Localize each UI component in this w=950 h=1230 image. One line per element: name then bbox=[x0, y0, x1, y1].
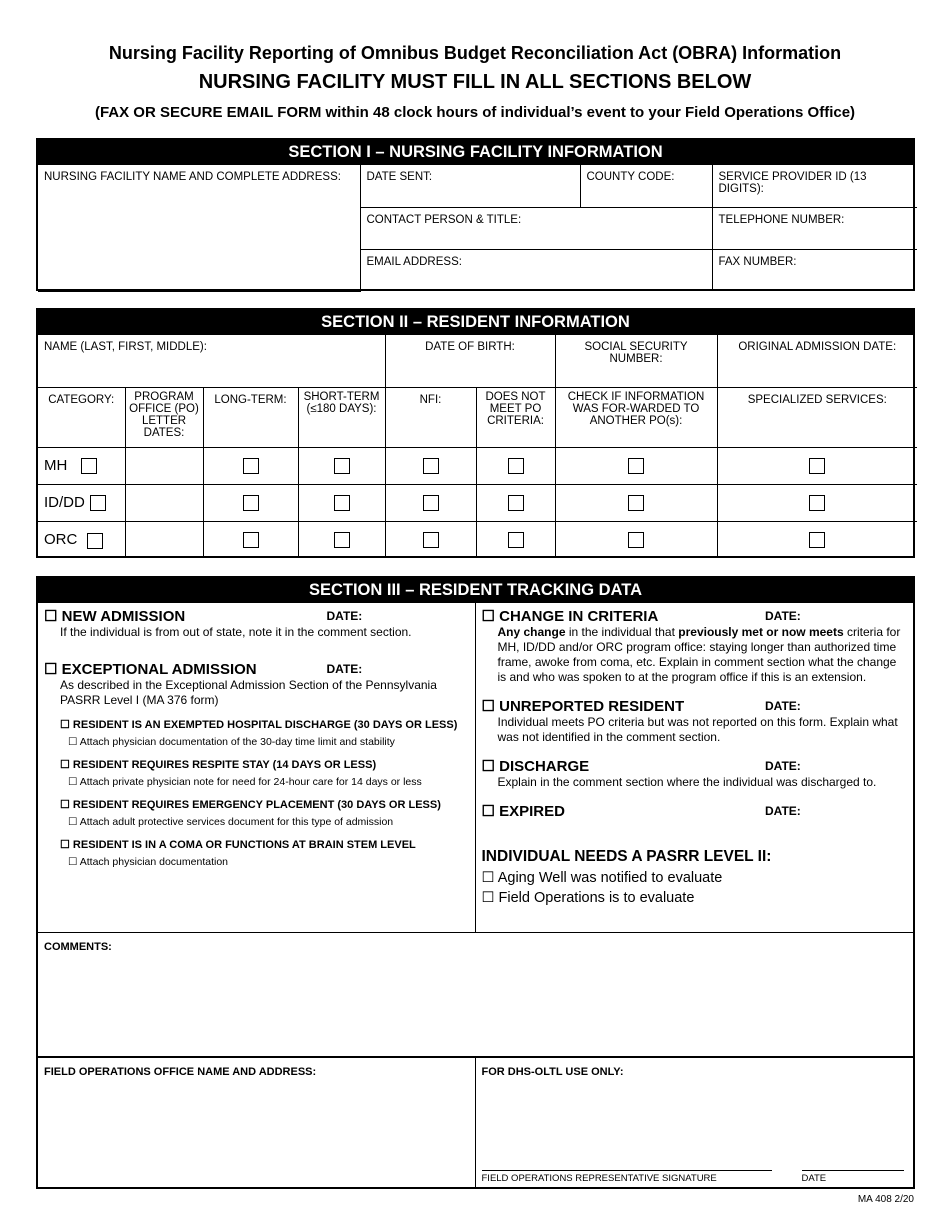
orig-admission-field[interactable]: ORIGINAL ADMISSION DATE: bbox=[717, 335, 917, 387]
county-code-field[interactable]: COUNTY CODE: bbox=[580, 165, 712, 207]
resident-name-field[interactable]: NAME (LAST, FIRST, MIDDLE): bbox=[38, 335, 385, 387]
section-3-title: SECTION III – RESIDENT TRACKING DATA bbox=[38, 578, 913, 603]
category-row-mh bbox=[38, 447, 917, 484]
respite-stay-option[interactable]: ☐ RESIDENT REQUIRES RESPITE STAY (14 DAYS OR LESS) bbox=[60, 759, 377, 771]
category-row-orc bbox=[38, 521, 917, 558]
po-letter-cell[interactable] bbox=[125, 447, 203, 484]
forwarded-checkbox[interactable] bbox=[628, 495, 644, 511]
coma-attach-option[interactable]: ☐ Attach physician documentation bbox=[68, 856, 229, 868]
col-short-term: SHORT-TERM (≤180 DAYS): bbox=[298, 387, 385, 447]
long-term-checkbox[interactable] bbox=[243, 495, 259, 511]
short-term-checkbox[interactable] bbox=[334, 495, 350, 511]
dhs-use-box bbox=[476, 1058, 914, 1188]
expired-option[interactable]: ☐ EXPIRED DATE: bbox=[482, 802, 906, 820]
nfi-checkbox[interactable] bbox=[423, 532, 439, 548]
exempted-discharge-option[interactable]: ☐ RESIDENT IS AN EXEMPTED HOSPITAL DISCHARGE (30 DAYS OR LESS) bbox=[60, 719, 458, 731]
category-label: MH bbox=[44, 456, 68, 474]
category-label: ID/DD bbox=[44, 493, 85, 511]
section-3 bbox=[36, 576, 915, 1189]
tracking-right-column bbox=[476, 603, 914, 932]
fax-field[interactable]: FAX NUMBER: bbox=[712, 249, 917, 291]
exceptional-admission-note: As described in the Exceptional Admission Section of the Pennsylvania PASRR Level I (MA 376 form) bbox=[60, 678, 437, 707]
comments-field[interactable] bbox=[38, 933, 913, 1058]
long-term-checkbox[interactable] bbox=[243, 458, 259, 474]
category-checkbox[interactable] bbox=[87, 533, 103, 549]
signature-date-line[interactable]: DATE bbox=[802, 1170, 904, 1184]
form-id: MA 408 2/20 bbox=[857, 1194, 914, 1205]
category-row-iddd bbox=[38, 484, 917, 521]
section-2-title: SECTION II – RESIDENT INFORMATION bbox=[38, 310, 913, 335]
exceptional-admission-option[interactable]: ☐ EXCEPTIONAL ADMISSION DATE: bbox=[44, 660, 467, 678]
change-criteria-option[interactable]: ☐ CHANGE IN CRITERIA DATE: bbox=[482, 607, 906, 625]
specialized-checkbox[interactable] bbox=[809, 532, 825, 548]
emergency-attach-option[interactable]: ☐ Attach adult protective services document for this type of admission bbox=[68, 816, 394, 828]
field-office-label: FIELD OPERATIONS OFFICE NAME AND ADDRESS: bbox=[44, 1066, 317, 1078]
date-sent-field[interactable]: DATE SENT: bbox=[360, 165, 580, 207]
new-admission-note: If the individual is from out of state, note it in the comment section. bbox=[60, 625, 412, 639]
service-provider-id-field[interactable]: SERVICE PROVIDER ID (13 DIGITS): bbox=[712, 165, 917, 207]
specialized-checkbox[interactable] bbox=[809, 495, 825, 511]
section-1 bbox=[36, 138, 915, 291]
date-label: DATE: bbox=[326, 609, 363, 623]
date-label: DATE: bbox=[326, 662, 363, 676]
col-category: CATEGORY: bbox=[38, 387, 125, 447]
dhs-use-label: FOR DHS-OLTL USE ONLY: bbox=[481, 1066, 624, 1078]
not-meet-checkbox[interactable] bbox=[508, 532, 524, 548]
form-instruction: (FAX OR SECURE EMAIL FORM within 48 clock hours of individual’s event to your Field Operations Office) bbox=[94, 104, 856, 121]
po-letter-cell[interactable] bbox=[125, 521, 203, 558]
col-specialized: SPECIALIZED SERVICES: bbox=[717, 387, 917, 447]
signature-line[interactable]: FIELD OPERATIONS REPRESENTATIVE SIGNATURE bbox=[482, 1170, 772, 1184]
date-label: DATE: bbox=[765, 804, 801, 818]
emergency-placement-option[interactable]: ☐ RESIDENT REQUIRES EMERGENCY PLACEMENT (30 DAYS OR LESS) bbox=[60, 799, 441, 811]
date-label: DATE: bbox=[765, 699, 801, 713]
nfi-checkbox[interactable] bbox=[423, 495, 439, 511]
not-meet-checkbox[interactable] bbox=[508, 458, 524, 474]
col-long-term: LONG-TERM: bbox=[203, 387, 298, 447]
col-forwarded: CHECK IF INFORMATION WAS FOR-WARDED TO ANOTHER PO(s): bbox=[555, 387, 717, 447]
facility-name-field[interactable]: NURSING FACILITY NAME AND COMPLETE ADDRESS: bbox=[38, 165, 360, 291]
tracking-left-column bbox=[38, 603, 476, 932]
section-2 bbox=[36, 308, 915, 558]
po-letter-cell[interactable] bbox=[125, 484, 203, 521]
field-operations-option[interactable]: ☐ Field Operations is to evaluate bbox=[481, 890, 695, 906]
category-checkbox[interactable] bbox=[81, 458, 97, 474]
exempted-attach-option[interactable]: ☐ Attach physician documentation of the 30-day time limit and stability bbox=[68, 736, 395, 748]
respite-attach-option[interactable]: ☐ Attach private physician note for need for 24-hour care for 14 days or less bbox=[68, 776, 422, 788]
telephone-field[interactable]: TELEPHONE NUMBER: bbox=[712, 207, 917, 249]
discharge-note: Explain in the comment section where the individual was discharged to. bbox=[497, 775, 877, 789]
not-meet-checkbox[interactable] bbox=[508, 495, 524, 511]
contact-person-field[interactable]: CONTACT PERSON & TITLE: bbox=[360, 207, 712, 249]
forwarded-checkbox[interactable] bbox=[628, 458, 644, 474]
form-title: Nursing Facility Reporting of Omnibus Budget Reconciliation Act (OBRA) Information bbox=[108, 43, 842, 63]
change-criteria-note: Any change in the individual that previously met or now meets criteria for MH, ID/DD and/or ORC program office: staying longer than authorized time frame, awoke from coma, etc. Explain in comment section what the change is and who was spoken to at the program office if this is an extension. bbox=[497, 625, 901, 684]
aging-well-option[interactable]: ☐ Aging Well was notified to evaluate bbox=[481, 870, 723, 886]
new-admission-option[interactable]: ☐ NEW ADMISSION DATE: bbox=[44, 607, 467, 625]
date-label: DATE: bbox=[765, 609, 801, 623]
category-label: ORC bbox=[44, 530, 78, 548]
long-term-checkbox[interactable] bbox=[243, 532, 259, 548]
email-field[interactable]: EMAIL ADDRESS: bbox=[360, 249, 712, 291]
comments-label: COMMENTS: bbox=[44, 941, 112, 953]
section-1-title: SECTION I – NURSING FACILITY INFORMATION bbox=[38, 140, 913, 165]
category-checkbox[interactable] bbox=[90, 495, 106, 511]
date-label: DATE: bbox=[765, 759, 801, 773]
discharge-option[interactable]: ☐ DISCHARGE DATE: bbox=[482, 757, 906, 775]
pasrr-heading: INDIVIDUAL NEEDS A PASRR LEVEL II: bbox=[481, 848, 772, 865]
form-subtitle: NURSING FACILITY MUST FILL IN ALL SECTIONS BELOW bbox=[198, 71, 752, 93]
coma-option[interactable]: ☐ RESIDENT IS IN A COMA OR FUNCTIONS AT BRAIN STEM LEVEL bbox=[60, 839, 416, 851]
unreported-note: Individual meets PO criteria but was not reported on this form. Explain what was not identified in the comment section. bbox=[497, 715, 898, 744]
dob-field[interactable]: DATE OF BIRTH: bbox=[385, 335, 555, 387]
specialized-checkbox[interactable] bbox=[809, 458, 825, 474]
forwarded-checkbox[interactable] bbox=[628, 532, 644, 548]
col-not-meet: DOES NOT MEET PO CRITERIA: bbox=[476, 387, 555, 447]
short-term-checkbox[interactable] bbox=[334, 458, 350, 474]
short-term-checkbox[interactable] bbox=[334, 532, 350, 548]
nfi-checkbox[interactable] bbox=[423, 458, 439, 474]
unreported-resident-option[interactable]: ☐ UNREPORTED RESIDENT DATE: bbox=[482, 697, 906, 715]
col-nfi: NFI: bbox=[385, 387, 476, 447]
field-office-field[interactable] bbox=[38, 1058, 476, 1188]
ssn-field[interactable]: SOCIAL SECURITY NUMBER: bbox=[555, 335, 717, 387]
col-po-letter: PROGRAM OFFICE (PO) LETTER DATES: bbox=[125, 387, 203, 447]
